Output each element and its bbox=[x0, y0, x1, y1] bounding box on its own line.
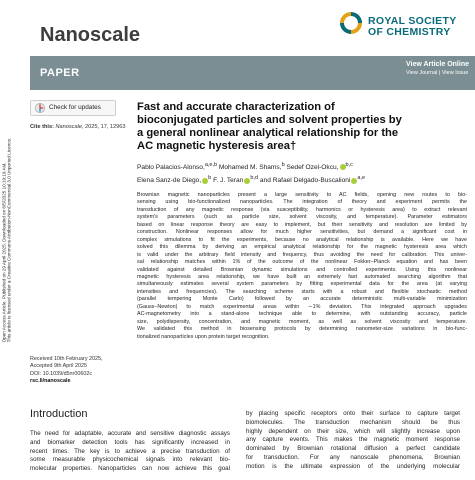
intro-line: The need for adaptable, accurate and sensitive diagnostic assays bbox=[30, 430, 230, 437]
publisher-logo[interactable] bbox=[338, 8, 468, 40]
intro-line: dominated by Brownian rotational diffusion a perfect candidate bbox=[246, 445, 460, 453]
abstract-line: Brownian magnetic nanoparticles present a large sensitivity to AC fields, opening new routes to bio- bbox=[137, 192, 467, 198]
author-affiliation: b bbox=[208, 175, 212, 182]
author-affiliation: a,e,b bbox=[204, 162, 218, 168]
author-affiliation: b,c bbox=[345, 162, 353, 168]
abstract-line: tionalized nanoparticles upon protein target recognition. bbox=[137, 333, 270, 340]
intro-line: by placing specific receptors onto their surface to capture target bbox=[246, 410, 460, 417]
author-name[interactable]: F. J. Teran bbox=[213, 177, 244, 185]
abstract-line: magnetic hysteresis area relationship, we have built an extremely fast automated searching algorithm that bbox=[137, 273, 467, 280]
title-line: bioconjugated particles and solvent properties by bbox=[137, 114, 402, 126]
article-title bbox=[137, 101, 467, 153]
intro-line: highly dependent on their size, which will slightly increase upon bbox=[246, 427, 460, 435]
journal-site-link[interactable]: rsc.li/nanoscale bbox=[30, 378, 71, 385]
abstract-line: AC-magnetometry into a stand-alone technique able to determine, with outstanding accuracy, particle bbox=[137, 311, 467, 318]
intro-line: for transduction. For any nanoscale phenomena, Brownian bbox=[246, 453, 460, 461]
abstract-line: complex simulations to fit the experiments, because no analytical relationship is available. Here we have bbox=[137, 236, 467, 243]
abstract bbox=[137, 192, 467, 341]
intro-line: some measurable physicochemical signals into relevant bio- bbox=[30, 456, 230, 464]
abstract-line: is valid under the arbitrary field intensity and frequency, thus avoiding the need for calibration. This univer- bbox=[137, 251, 467, 258]
intro-line: recent times. The key is to achieve a precise transduction of bbox=[30, 447, 230, 455]
author-name[interactable]: and Rafael Delgado-Buscalioni bbox=[259, 177, 351, 185]
check-for-updates-button[interactable] bbox=[30, 100, 116, 116]
cite-prefix: Cite this: bbox=[30, 124, 54, 130]
license-line: This article is licensed under a Creative Commons Attribution-NonCommercial 3.0 Unported Licence. bbox=[7, 137, 12, 343]
abstract-line: size, polydispersity, concentration, and magnetic moment, as well as solvent viscosity and temperature. bbox=[137, 318, 467, 325]
abstract-line: sensing using bio-functionalized nanoparticles. The integration of theory and experiment permits the bbox=[137, 199, 467, 206]
article-type-label: PAPER bbox=[40, 67, 80, 79]
abstract-line: transduction of any magnetic response (via susceptibility, harmonics or hysteresis area) to extract relevant bbox=[137, 206, 467, 213]
view-links bbox=[406, 61, 469, 76]
publisher-name-line2: OF CHEMISTRY bbox=[368, 26, 451, 38]
citation bbox=[30, 124, 125, 130]
cite-journal: Nanoscale bbox=[55, 124, 82, 130]
article-type-band bbox=[30, 56, 475, 90]
author-name[interactable]: Mohamed M. Shams, bbox=[218, 164, 282, 172]
title-line: a general nonlinear analytical relationship for the bbox=[137, 127, 399, 139]
abstract-line: based on linear response theory are easy to implement, but their sensitivity and resolution are limited by bbox=[137, 221, 467, 228]
author-affiliation: b,d bbox=[250, 175, 259, 182]
abstract-line: We validated this method in biosensing protocols by determining nanometer-size variations in bio-func- bbox=[137, 326, 467, 333]
intro-line: molecular properties. Nanoparticles can now achieve this goal bbox=[30, 465, 230, 473]
abstract-line: sal relationship matches within 1% of the outcome of the nonlinear Fokker–Planck equation and has been bbox=[137, 259, 467, 266]
author-list bbox=[137, 160, 467, 186]
intro-column-left bbox=[30, 430, 230, 474]
author-affiliation: b bbox=[281, 162, 285, 168]
abstract-line: simultaneously estimates several system parameters by fitting experimental data for the area (at varying bbox=[137, 281, 467, 288]
license-text bbox=[2, 138, 13, 343]
author-affiliation: a,e bbox=[357, 175, 366, 182]
author-name[interactable]: Pablo Palacios-Alonso, bbox=[137, 164, 205, 172]
journal-name: Nanoscale bbox=[40, 24, 141, 46]
title-line: AC magnetic hysteresis area† bbox=[137, 140, 297, 152]
abstract-line: (Gauss–Newton) to match experimental areas within ∼1% deviation. This integrated approach upgrades bbox=[137, 303, 467, 310]
publication-history bbox=[30, 356, 103, 386]
doi[interactable]: DOI: 10.1039/d5nr00602c bbox=[30, 370, 93, 377]
title-line: Fast and accurate characterization of bbox=[137, 101, 335, 113]
view-journal-issue-link[interactable]: View Journal | View Issue bbox=[405, 70, 469, 76]
abstract-line: validated against detailed Brownian dynamic simulations and controlled experiments. Using this nonlinear bbox=[137, 266, 467, 273]
cite-volume: , 2025, 17, 12963 bbox=[81, 124, 126, 130]
intro-line: motion is the ultimate expression of the underlying molecular bbox=[246, 462, 460, 470]
crossmark-icon bbox=[35, 103, 45, 113]
author-name[interactable]: Sedef Ozel-Okcu, bbox=[286, 164, 339, 172]
abstract-line: (parallel tempering Monte Carlo) followed by an accurate deterministic multi-variable minimization bbox=[137, 296, 467, 303]
check-for-updates-label: Check for updates bbox=[49, 104, 101, 111]
license-line: Open Access Article. Published on 29 April 2025. Downloaded on 6/5/2025 10:19:19 AM. bbox=[1, 162, 7, 343]
license-sidebar bbox=[0, 0, 14, 480]
author-name[interactable]: Elena Sanz-de Diego, bbox=[137, 177, 202, 185]
intro-line: and biomarker detection tools has significantly increased in bbox=[30, 438, 230, 446]
intro-column-right bbox=[246, 410, 460, 472]
intro-line: biomolecules. The transduction mechanism should be thus bbox=[246, 418, 460, 426]
received-date: Received 10th February 2025, bbox=[30, 356, 103, 362]
introduction-heading: Introduction bbox=[30, 408, 88, 420]
abstract-line: construction. Nonlinear responses allow for much higher sensitivities, but demand a significant cost in bbox=[137, 229, 467, 236]
abstract-line: intensities and frequencies). The searching scheme starts with a robust and flexible stochastic method bbox=[137, 288, 467, 295]
intro-line: any capture events. This makes the magnetic moment response bbox=[246, 436, 460, 444]
abstract-line: solved this dilemma by deriving an empirical analytical relationship for the magnetic hysteresis area which bbox=[137, 244, 467, 251]
view-article-online-link[interactable]: View Article Online bbox=[405, 61, 469, 68]
publisher-name-line1: ROYAL SOCIETY bbox=[368, 15, 457, 27]
rsc-logo-icon bbox=[338, 10, 364, 36]
accepted-date: Accepted 9th April 2025 bbox=[30, 363, 87, 370]
abstract-line: system's parameters (such as particle size, solvent viscosity, and temperature). Parameter estimators bbox=[137, 214, 467, 221]
